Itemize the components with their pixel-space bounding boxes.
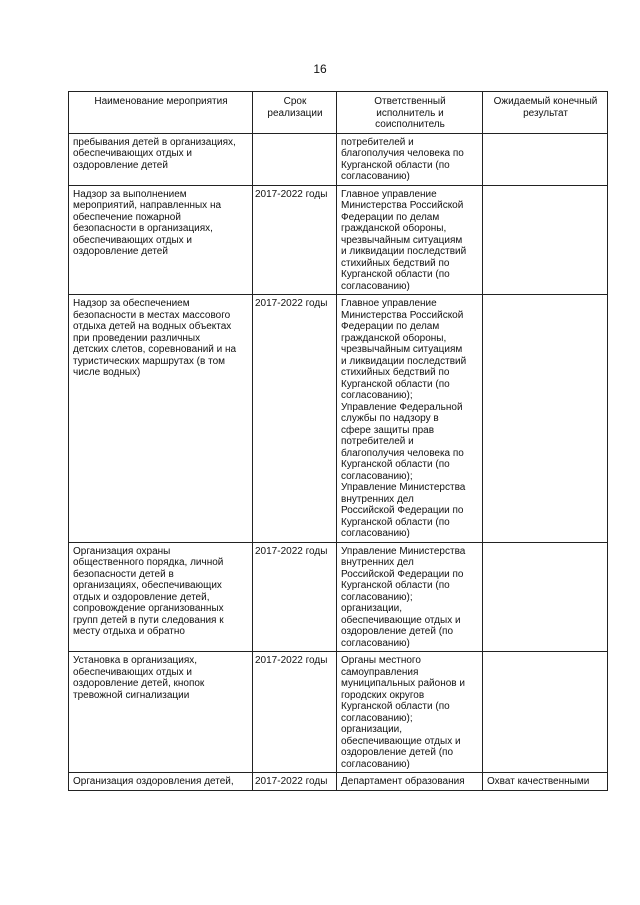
text-line: безопасности детей в [73,568,174,580]
text-line: Надзор за обеспечением [73,298,190,309]
page-number: 16 [313,62,327,76]
text-line: городских округов [341,689,425,701]
text-line: групп детей в пути следования к [73,614,224,626]
header-activity-name [69,92,253,134]
text-line: чрезвычайным ситуациям [341,344,463,355]
text-line: сфере защиты прав [341,424,435,436]
header-term [253,92,337,134]
text-line: туристических маршрутах (в том [73,355,226,367]
table-row [69,295,608,543]
text-line: согласованию) [341,637,410,649]
table-row [69,773,608,791]
text-line: Организация охраны [73,545,171,557]
text-line: Курганской области (по [341,580,450,591]
expected-result-cell [483,542,608,652]
text-line: Управление Министерства [341,545,466,557]
text-line: Главное управление [341,298,437,309]
text-line: Установка в организациях, [73,655,198,666]
text-line: Федерации по делам [341,321,440,332]
text-line: внутренних дел [341,493,414,505]
text-line: согласованию) [341,171,410,182]
text-line: потребителей и [341,436,414,447]
term-cell: 2017-2022 годы [253,295,337,543]
text-line: мероприятий, направленных на [73,200,222,211]
text-line: внутренних дел [341,557,414,568]
text-line: обеспечение пожарной [73,211,181,223]
text-line: Курганской области (по [341,459,450,470]
text-line: Органы местного [341,655,421,666]
text-line: согласованию); [341,712,413,724]
text-line: обеспечивающие отдых и [341,735,461,747]
text-line: Департамент образования [341,776,465,787]
text-line: Наименование мероприятия [94,96,228,107]
text-line: Федерации по делам [341,211,440,223]
text-line: отдыха детей на водных объектах [73,321,232,332]
text-line: обеспечивающих отдых и [73,148,193,159]
text-line: Организация оздоровления детей, [73,776,234,787]
expected-result-cell [483,133,608,185]
text-line: Охват качественными [487,776,590,787]
text-line: согласованию); [341,591,413,603]
text-line: и ликвидации последствий [341,246,467,257]
header-responsible [337,92,483,134]
expected-result-cell [483,652,608,773]
text-line: организации, [341,724,403,735]
text-line: согласованию); [341,390,413,401]
activity-name-cell [69,773,253,791]
text-line: Курганской области (по [341,159,450,171]
text-line: самоуправления [341,666,419,678]
text-line: отдых и оздоровление детей, [73,591,210,603]
expected-result-cell [483,773,608,791]
text-line: оздоровление детей, кнопок [73,678,205,689]
table-row [69,185,608,295]
text-line: Надзор за выполнением [73,188,187,200]
text-line: чрезвычайным ситуациям [341,234,463,246]
text-line: Министерства Российской [341,309,464,321]
text-line: оздоровление детей [73,159,168,171]
text-line: Министерства Российской [341,200,464,211]
text-line: Российской Федерации по [341,568,464,580]
text-line: безопасности в организациях, [73,223,213,234]
text-line: тревожной сигнализации [73,689,190,701]
activity-name-cell [69,133,253,185]
table-row [69,133,608,185]
text-line: муниципальных районов и [341,678,465,689]
text-line: согласованию); [341,470,413,482]
text-line: благополучия человека по [341,148,464,159]
term-cell: 2017-2022 годы [253,773,337,791]
text-line: организации, [341,603,403,614]
header-expected-result [483,92,608,134]
text-line: обеспечивающих отдых и [73,234,193,246]
expected-result-cell [483,295,608,543]
text-line: безопасности в местах массового [73,309,231,321]
activity-name-cell [69,652,253,773]
text-line: согласованию) [341,758,410,770]
text-line: соисполнитель [375,119,445,130]
term-cell [253,133,337,185]
text-line: Российской Федерации по [341,505,464,516]
responsible-cell [337,133,483,185]
text-line: потребителей и [341,136,414,148]
expected-result-cell [483,185,608,295]
responsible-cell [337,185,483,295]
activity-name-cell [69,185,253,295]
activity-name-cell [69,542,253,652]
text-line: исполнитель и [376,107,444,119]
text-line: обеспечивающие отдых и [341,614,461,626]
term-cell: 2017-2022 годы [253,542,337,652]
text-line: оздоровление детей (по [341,747,454,758]
text-line: службы по надзору в [341,413,439,424]
text-line: Ожидаемый конечный [493,96,598,107]
text-line: стихийных бедствий по [341,367,450,378]
text-line: благополучия человека по [341,447,464,459]
text-line: Ответственный [374,96,446,107]
text-line: сопровождение организованных [73,603,224,614]
table-row [69,542,608,652]
text-line: стихийных бедствий по [341,257,450,269]
text-line: месту отдыха и обратно [73,626,185,637]
text-line: при проведении различных [73,332,201,344]
text-line: согласованию) [341,528,410,539]
text-line: числе водных) [73,367,141,378]
text-line: Курганской области (по [341,516,450,528]
table-row [69,652,608,773]
responsible-cell [337,542,483,652]
text-line: пребывания детей в организациях, [73,136,236,148]
text-line: результат [523,107,568,119]
table-header-row [69,92,608,134]
text-line: гражданской обороны, [341,223,447,234]
text-line: Управление Федеральной [341,401,463,413]
text-line: согласованию) [341,280,410,292]
text-line: Курганской области (по [341,701,450,712]
text-line: Курганской области (по [341,269,450,280]
text-line: реализации [267,107,323,119]
term-cell: 2017-2022 годы [253,652,337,773]
activity-name-cell [69,295,253,543]
text-line: оздоровление детей [73,246,168,257]
text-line: Главное управление [341,188,437,200]
text-line: и ликвидации последствий [341,355,467,367]
text-line: Срок [283,96,307,107]
text-line: Управление Министерства [341,482,466,493]
activities-table [68,91,608,791]
text-line: детских слетов, соревнований и на [73,344,237,355]
responsible-cell [337,652,483,773]
term-cell: 2017-2022 годы [253,185,337,295]
text-line: гражданской обороны, [341,332,447,344]
text-line: общественного порядка, личной [73,557,224,568]
text-line: обеспечивающих отдых и [73,666,193,678]
text-line: Курганской области (по [341,378,450,390]
responsible-cell [337,295,483,543]
text-line: организациях, обеспечивающих [73,580,222,591]
text-line: оздоровление детей (по [341,626,454,637]
responsible-cell [337,773,483,791]
